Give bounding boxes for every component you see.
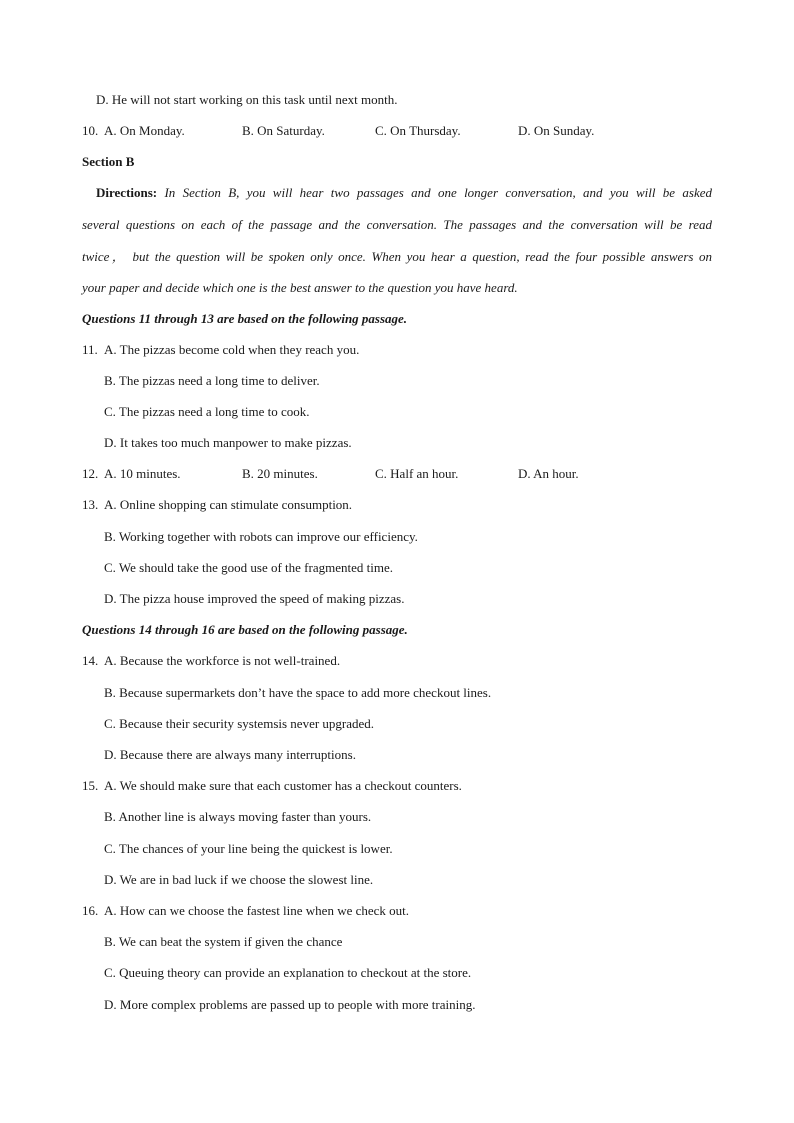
option-d: D. The pizza house improved the speed of making pizzas.	[104, 591, 405, 606]
option-d: D. It takes too much manpower to make pizzas.	[104, 435, 352, 450]
option-b: B. 20 minutes.	[242, 466, 318, 481]
option-c: C. We should take the good use of the fragmented time.	[104, 560, 393, 575]
question-number: 15.	[82, 778, 99, 793]
passage-heading-11-13: Questions 11 through 13 are based on the following passage.	[82, 311, 408, 326]
directions-line-2: several questions on each of the passage and the conversation. The passages and the conversation will be read	[82, 217, 712, 232]
option-d: D. Because there are always many interruptions.	[104, 747, 356, 762]
option-a: A. We should make sure that each customer has a checkout counters.	[104, 778, 462, 793]
option-a: A. Because the workforce is not well-trained.	[104, 653, 341, 668]
option-d: D. On Sunday.	[518, 123, 595, 138]
option-b: B. We can beat the system if given the chance	[104, 934, 343, 949]
directions-label: Directions:	[96, 185, 158, 200]
option-c: C. Because their security systemsis never upgraded.	[104, 716, 375, 731]
option-a: A. Online shopping can stimulate consumption.	[104, 497, 353, 512]
passage-heading-14-16: Questions 14 through 16 are based on the following passage.	[82, 622, 408, 637]
option-a: A. How can we choose the fastest line when we check out.	[104, 903, 410, 918]
option-c: C. Half an hour.	[375, 466, 459, 481]
option-d: D. We are in bad luck if we choose the slowest line.	[104, 872, 374, 887]
directions-line-3: twice， but the question will be spoken only once. When you hear a question, read the four possible answers on	[82, 249, 712, 264]
option-d: D. An hour.	[518, 466, 579, 481]
q9-option-d: D. He will not start working on this task until next month.	[96, 92, 398, 107]
question-number: 11.	[82, 342, 98, 357]
question-number: 13.	[82, 497, 99, 512]
option-c: C. Queuing theory can provide an explanation to checkout at the store.	[104, 965, 472, 980]
section-heading: Section B	[82, 154, 135, 169]
directions-line-1: Directions: In Section B, you will hear two passages and one longer conversation, and you will be asked	[96, 185, 712, 200]
option-a: A. On Monday.	[104, 123, 185, 138]
option-b: B. Another line is always moving faster than yours.	[104, 809, 372, 824]
option-b: B. On Saturday.	[242, 123, 325, 138]
option-a: A. The pizzas become cold when they reach you.	[104, 342, 360, 357]
option-b: B. Because supermarkets don’t have the space to add more checkout lines.	[104, 685, 492, 700]
directions-line-4: your paper and decide which one is the best answer to the question you have heard.	[82, 280, 518, 295]
option-c: C. On Thursday.	[375, 123, 461, 138]
question-number: 14.	[82, 653, 99, 668]
question-number: 16.	[82, 903, 99, 918]
option-b: B. The pizzas need a long time to deliver.	[104, 373, 320, 388]
question-number: 12.	[82, 466, 99, 481]
option-c: C. The chances of your line being the quickest is lower.	[104, 841, 393, 856]
option-b: B. Working together with robots can improve our efficiency.	[104, 529, 418, 544]
question-number: 10.	[82, 123, 99, 138]
option-a: A. 10 minutes.	[104, 466, 181, 481]
option-c: C. The pizzas need a long time to cook.	[104, 404, 310, 419]
option-d: D. More complex problems are passed up to people with more training.	[104, 997, 476, 1012]
